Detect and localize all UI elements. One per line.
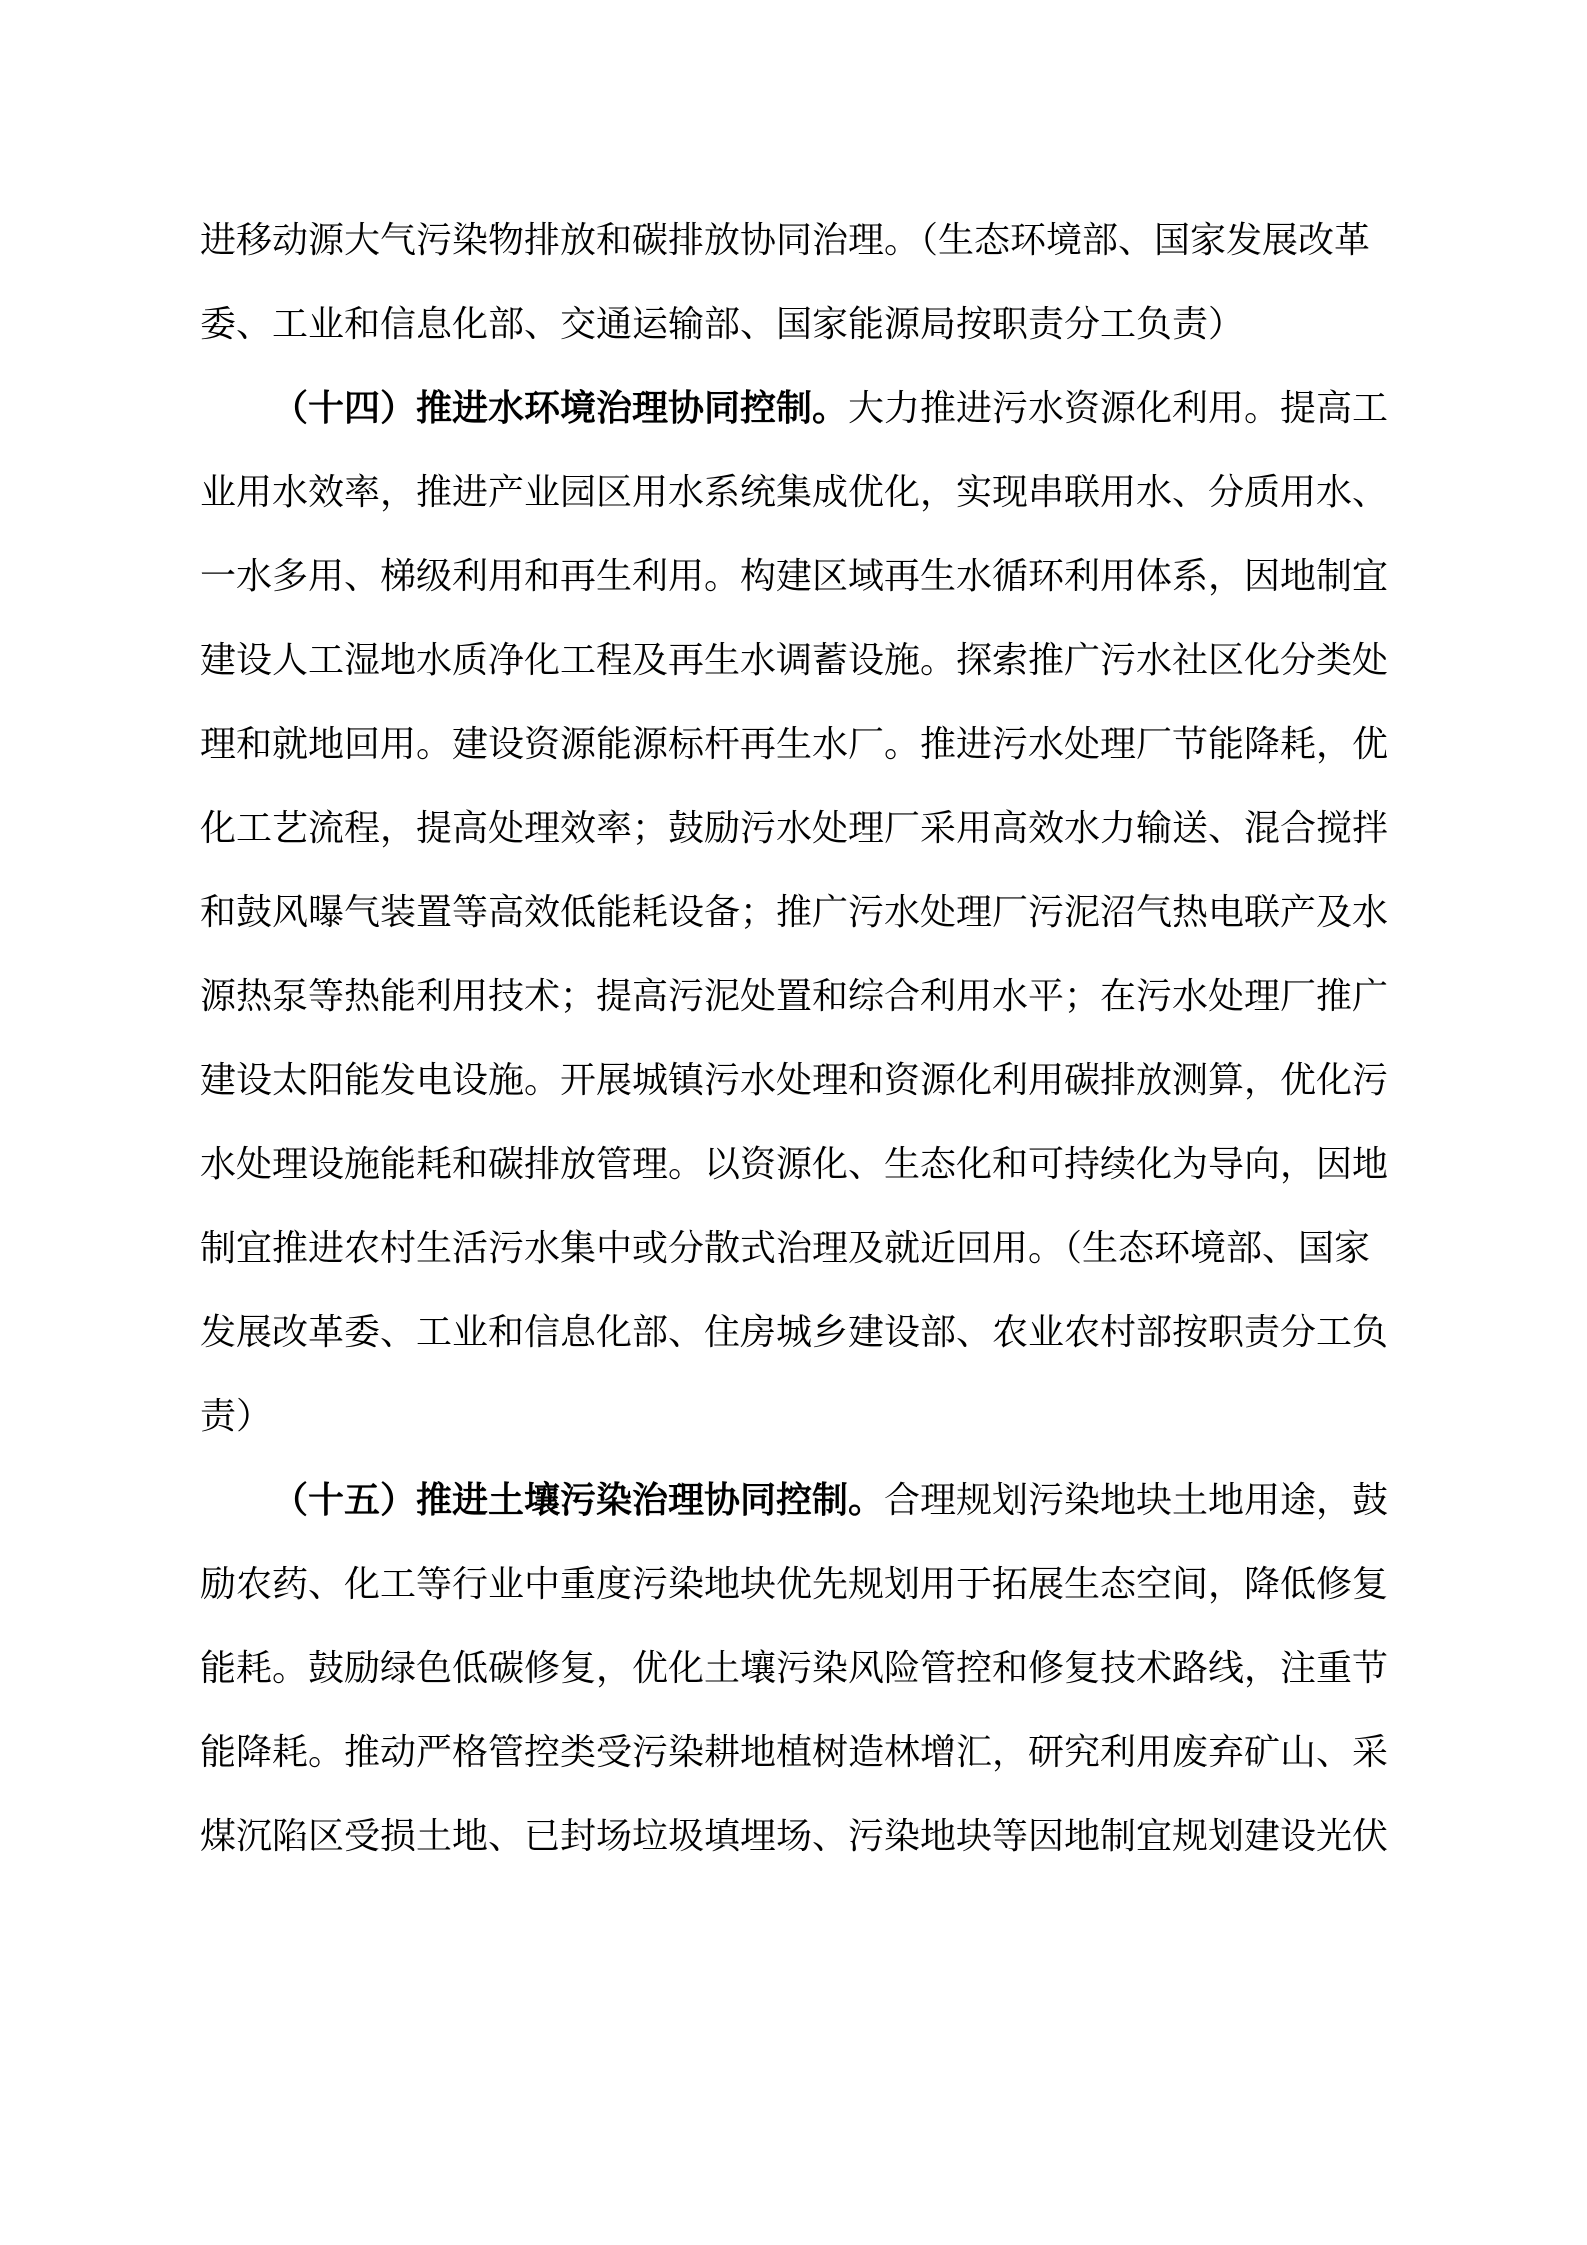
body-text-run: 和鼓风曝气装置等高效低能耗设备；推广污水处理厂污泥沼气热电联产及水 [200,891,1389,932]
body-text-run: 大力推进污水资源化利用。提高工 [848,387,1389,428]
text-line [200,1626,1390,1710]
section-heading-run: （十四）推进水环境治理协同控制。 [272,387,849,428]
body-text-run: 建设人工湿地水质净化工程及再生水调蓄设施。探索推广污水社区化分类处 [200,639,1389,680]
body-text-run: 源热泵等热能利用技术；提高污泥处置和综合利用水平；在污水处理厂推广 [200,975,1389,1016]
body-text-run: 委、工业和信息化部、交通运输部、国家能源局按职责分工负责） [200,303,1245,344]
body-text-run: 能降耗。推动严格管控类受污染耕地植树造林增汇，研究利用废弃矿山、采 [200,1731,1389,1772]
body-text-run: 制宜推进农村生活污水集中或分散式治理及就近回用。（生态环境部、国家 [200,1227,1371,1268]
text-line [200,366,1390,450]
text-line [200,1542,1390,1626]
body-text-run: 煤沉陷区受损土地、已封场垃圾填埋场、污染地块等因地制宜规划建设光伏 [200,1815,1389,1856]
body-text-run: 进移动源大气污染物排放和碳排放协同治理。（生态环境部、国家发展改革 [200,219,1371,260]
text-line [200,1374,1390,1458]
body-text-run: 化工艺流程，提高处理效率；鼓励污水处理厂采用高效水力输送、混合搅拌 [200,807,1389,848]
text-line [200,1206,1390,1290]
body-text-run: 业用水效率，推进产业园区用水系统集成优化，实现串联用水、分质用水、 [200,471,1389,512]
text-line [200,870,1390,954]
text-line [200,1710,1390,1794]
body-text-run: 理和就地回用。建设资源能源标杆再生水厂。推进污水处理厂节能降耗，优 [200,723,1389,764]
text-line [200,1122,1390,1206]
body-text-run: 能耗。鼓励绿色低碳修复，优化土壤污染风险管控和修复技术路线，注重节 [200,1647,1389,1688]
text-line [200,1290,1390,1374]
text-line [200,786,1390,870]
text-line [200,1794,1390,1878]
text-line [200,1458,1390,1542]
document-text-block [200,198,1390,1878]
body-text-run: 责） [200,1395,273,1436]
text-line [200,282,1390,366]
body-text-run: 一水多用、梯级利用和再生利用。构建区域再生水循环利用体系，因地制宜 [200,555,1389,596]
text-line [200,450,1390,534]
body-text-run: 合理规划污染地块土地用途，鼓 [884,1479,1389,1520]
text-line [200,702,1390,786]
text-line [200,534,1390,618]
section-heading-run: （十五）推进土壤污染治理协同控制。 [272,1479,885,1520]
text-line [200,198,1390,282]
body-text-run: 水处理设施能耗和碳排放管理。以资源化、生态化和可持续化为导向，因地 [200,1143,1389,1184]
body-text-run: 发展改革委、工业和信息化部、住房城乡建设部、农业农村部按职责分工负 [200,1311,1389,1352]
body-text-run: 建设太阳能发电设施。开展城镇污水处理和资源化利用碳排放测算，优化污 [200,1059,1389,1100]
text-line [200,954,1390,1038]
text-line [200,1038,1390,1122]
body-text-run: 励农药、化工等行业中重度污染地块优先规划用于拓展生态空间，降低修复 [200,1563,1389,1604]
text-line [200,618,1390,702]
